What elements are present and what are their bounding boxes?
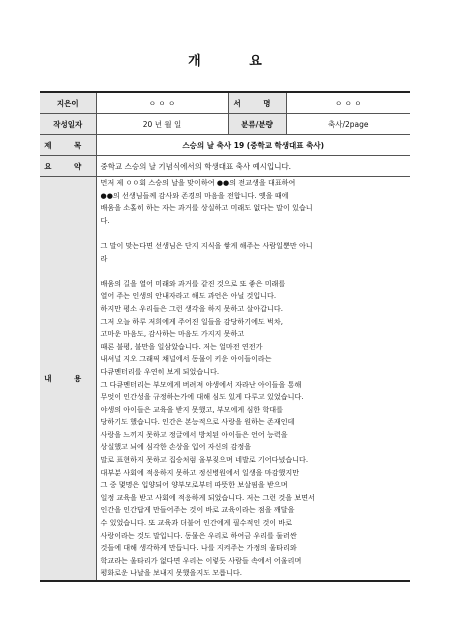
content-line: 수 있었습니다. 또 교육과 더불어 인간에게 필수적인 것이 바로 [100, 518, 293, 528]
doc-title-label: 서 명 [228, 92, 286, 114]
content-line: ●●의 선생님들께 감사와 존경의 마음을 전합니다. 옛을 때에 [100, 190, 289, 200]
overview-table [40, 91, 410, 582]
author-value: ㅇ ㅇ ㅇ [96, 92, 228, 114]
content-line: 인간을 인간답게 만들어주는 것이 바로 교육이라는 점을 깨달을 [100, 505, 295, 515]
content-line: 것들에 대해 생각하게 만듭니다. 나를 지켜주는 가정의 울타리와 [100, 543, 297, 553]
summary-label: 요 약 [40, 156, 96, 177]
content-line: 학교라는 울타리가 없다면 우리는 이렇듯 사람들 속에서 어울리며 [100, 555, 302, 565]
content-line: 하지만 평소 우리들은 그런 생각을 하지 못하고 살아갑니다. [100, 303, 283, 313]
content-line: 다. [100, 215, 110, 225]
content-label: 내 용 [40, 177, 96, 582]
content-line: 그 중 몇명은 입양되어 양부모로부터 따뜻한 보살핌을 받으며 [100, 480, 288, 490]
content-line: 그 다큐멘터리는 부모에게 버려져 야생에서 자라난 아이들을 통해 [100, 379, 302, 389]
subject-value: 스승의 날 축사 19 (중학교 학생대표 축사) [96, 135, 410, 156]
content-line: 사랑이라는 것도 말입니다. 동물은 우리로 하여금 우리를 둘러싼 [100, 530, 297, 540]
row-summary [40, 156, 410, 177]
summary-value: 중학교 스승의 날 기념식에서의 학생대표 축사 예시입니다. [96, 156, 410, 177]
doc-title-value: ㅇ ㅇ ㅇ [286, 92, 410, 114]
content-cell [96, 177, 410, 582]
category-label: 분류/분량 [228, 114, 286, 135]
content-line: 야생의 아이들은 교육을 받지 못했고, 부모에게 심한 학대를 [100, 404, 283, 414]
author-label: 지은이 [40, 92, 96, 114]
content-line: 사랑을 느끼지 못하고 정글에서 방치된 아이들은 언어 능력을 [100, 429, 288, 439]
content-body [101, 177, 407, 580]
content-line: 상실했고 뇌에 심각한 손상을 입어 자신의 감정을 [100, 442, 252, 452]
content-line: 고마운 마음도, 감사하는 마음도 가지지 못하고 [100, 329, 245, 339]
page-title: 개 요 [188, 54, 284, 69]
content-line: 말로 표현하지 못하고 집승처럼 울부짖으며 네발로 기어다녔습니다. [100, 455, 309, 465]
row-date [40, 114, 410, 135]
content-line: 그 말이 맞는다면 선생님은 단지 지식을 쌓게 해주는 사람일뿐만 아니 [100, 240, 313, 250]
content-line: 무엇이 인간성을 규정하는가에 대해 심도 있게 다루고 있었습니다. [100, 392, 304, 402]
content-line: 라 [100, 253, 108, 263]
category-value: 축사/2page [286, 114, 410, 135]
content-line: 평화로운 나날을 보내지 못했을지도 모릅니다. [100, 568, 242, 578]
content-line: 내셔널 지오 그래픽 채널에서 동물이 키운 아이들이라는 [100, 354, 272, 364]
content-line: 일정 교육을 받고 사회에 적응하게 되었습니다. 저는 그런 것을 보면서 [100, 492, 315, 502]
content-line: 대부분 사회에 적응하지 못하고 정신병원에서 일생을 마감했지만 [100, 467, 300, 477]
date-value: 20 년 월 일 [96, 114, 228, 135]
content-line: 때론 불평, 불만을 일삼았습니다. 저는 얼마전 연전가 [100, 341, 263, 351]
subject-label: 제 목 [40, 135, 96, 156]
content-line: 배움을 소홀히 하는 자는 과거를 상실하고 미래도 없다는 말이 있습니 [100, 203, 313, 213]
content-line: 먼저 제 ㅇㅇ회 스승의 날을 맞이하여 ●●의 전교생을 대표하여 [100, 178, 296, 187]
row-content [40, 177, 410, 582]
content-line: 당하기도 했습니다. 인간은 본능적으로 사랑을 원하는 존재인데 [100, 417, 295, 427]
content-line: 다큐멘터리를 우연히 보게 되었습니다. [100, 366, 220, 376]
content-line: 열어 주는 인생의 안내자라고 해도 과언은 아닐 것입니다. [100, 291, 277, 301]
content-line: 배움의 길을 열어 미래와 과거를 같진 것으로 또 좋은 미래를 [100, 278, 286, 288]
row-author [40, 92, 410, 114]
row-subject [40, 135, 410, 156]
content-line: 그저 오늘 하루 저희에게 주어진 일들을 감당하기에도 벅차, [100, 316, 283, 326]
date-label: 작성일자 [40, 114, 96, 135]
